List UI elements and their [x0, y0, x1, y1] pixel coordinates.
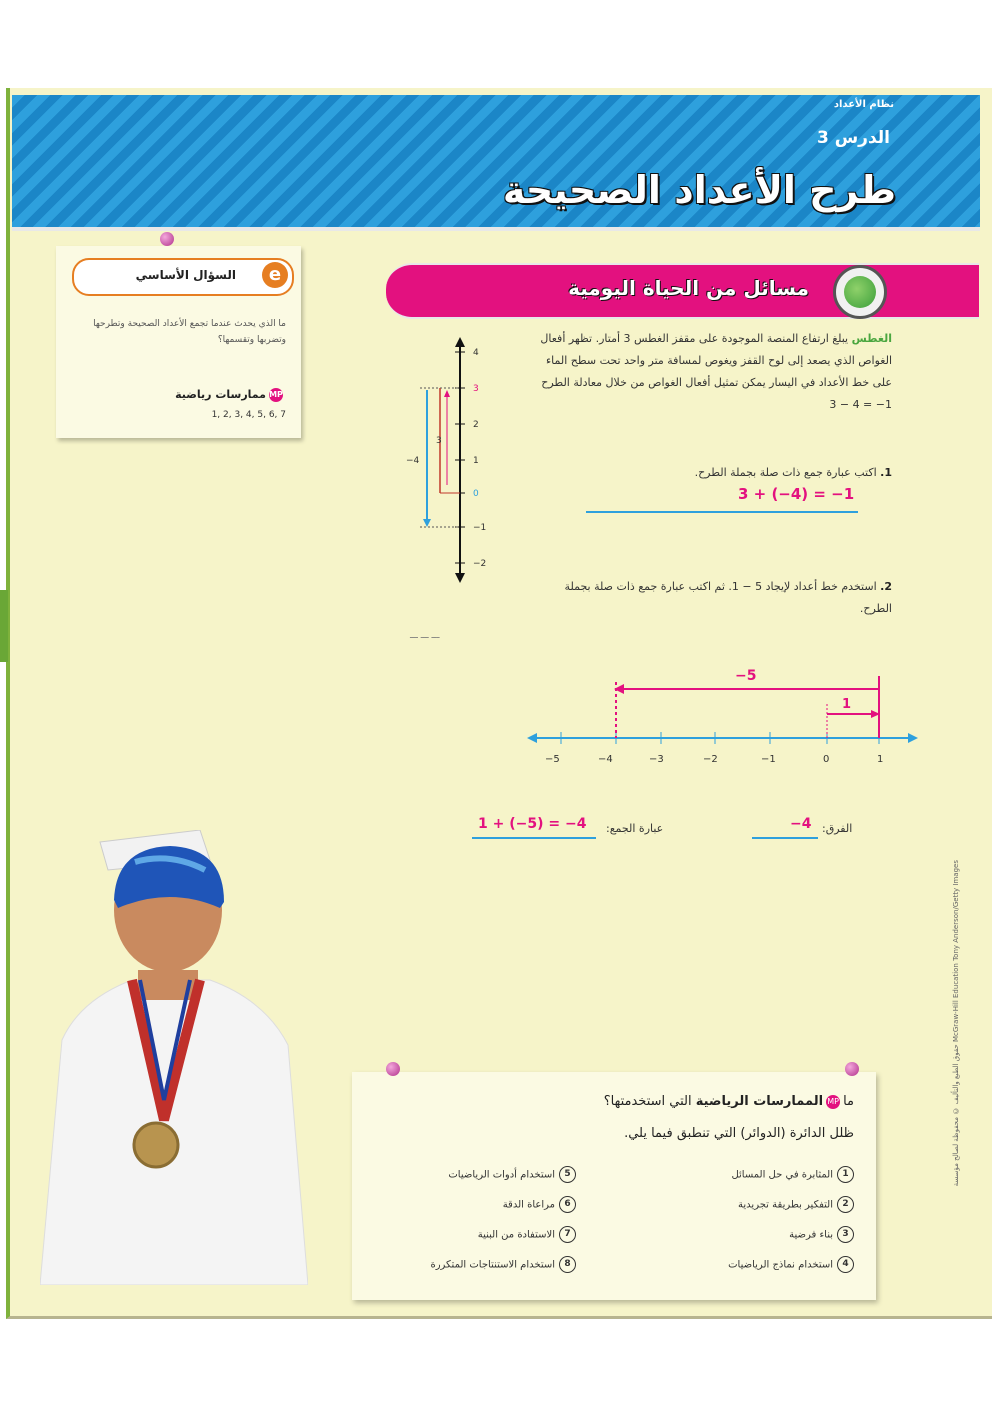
math-practices-icon: MP	[826, 1095, 840, 1109]
math-practices-icon: MP	[269, 388, 283, 402]
question-2: 2. استخدم خط أعداد لإيجاد 5 − 1. ثم اكتب عبارة جمع ذات صلة بجملة الطرح.	[564, 580, 892, 615]
addition-value: 1 + (−5) = −4	[478, 816, 587, 832]
v-tick-label: 3	[473, 384, 479, 394]
h-tick-label: −2	[703, 754, 718, 765]
difference-line	[752, 837, 818, 839]
math-practices-numbers: 1, 2, 3, 4, 5, 6, 7	[211, 410, 286, 420]
truncated-text: ـــ ـــ ـــ	[410, 631, 440, 641]
practices-instruction: ظلل الدائرة (الدوائر) التي تنطبق فيما يلي.	[624, 1126, 854, 1141]
chapter-label: نظام الأعداد	[833, 99, 894, 110]
addition-label: عبارة الجمع:	[606, 822, 664, 835]
h-tick-label: −3	[649, 754, 664, 765]
h-tick-label: 0	[823, 754, 830, 765]
lesson-number: الدرس 3	[816, 128, 890, 148]
edge-strip	[0, 590, 8, 662]
practices-question: ماMPالممارسات الرياضية التي استخدمتها؟	[603, 1094, 854, 1109]
essential-question-bar	[72, 258, 294, 296]
practice-option[interactable]: 3بناء فرضية	[789, 1226, 854, 1243]
v-tick-label: 1	[473, 456, 479, 466]
practice-option[interactable]: 5استخدام أدوات الرياضيات	[448, 1166, 576, 1183]
v-label-3: 3	[436, 436, 442, 446]
difference-value: −4	[790, 816, 812, 832]
copyright-credit: حقوق الطبع والتأليف © محفوظة لصالح مؤسسة McGraw-Hill Education Tony Anderson/Getty Images	[952, 860, 960, 1187]
addition-line	[472, 837, 596, 839]
horizontal-number-line	[525, 662, 920, 772]
h-label-neg5: −5	[735, 668, 757, 684]
answer-1: 3 + (−4) = −1	[738, 485, 855, 503]
practice-option[interactable]: 4استخدام نماذج الرياضيات	[728, 1256, 854, 1273]
h-tick-label: 1	[877, 754, 884, 765]
h-tick-label: −1	[761, 754, 776, 765]
globe-icon	[833, 265, 887, 319]
v-tick-label: 0	[473, 489, 479, 499]
v-tick-label: 4	[473, 348, 479, 358]
intro-paragraph	[540, 328, 892, 416]
answer-1-line	[586, 511, 858, 513]
h-tick-label: −4	[598, 754, 613, 765]
h-tick-label: −5	[545, 754, 560, 765]
vertical-number-line	[400, 335, 500, 585]
essential-question-icon: e	[262, 262, 288, 288]
h-label-1: 1	[842, 697, 852, 712]
practice-option[interactable]: 7الاستفادة من البنية	[478, 1226, 576, 1243]
real-world-banner	[386, 263, 979, 319]
difference-label: الفرق:	[822, 822, 853, 835]
practice-option[interactable]: 6مراعاة الدقة	[503, 1196, 576, 1213]
essential-question-label: السؤال الأساسي	[135, 268, 236, 282]
page-title: طرح الأعداد الصحيحة	[502, 168, 896, 212]
v-tick-label: −2	[473, 559, 487, 569]
swimmer-photo	[40, 830, 308, 1285]
pin-icon	[160, 232, 174, 246]
question-1: 1. اكتب عبارة جمع ذات صلة بجملة الطرح.	[694, 466, 892, 479]
pin-icon	[386, 1062, 400, 1076]
v-tick-label: 2	[473, 420, 479, 430]
banner-title: مسائل من الحياة اليومية	[568, 276, 809, 300]
math-practices-label: MPممارسات رياضية	[175, 388, 283, 401]
pin-icon	[845, 1062, 859, 1076]
practice-option[interactable]: 2التفكير بطريقة تجريدية	[738, 1196, 854, 1213]
v-tick-label: −1	[473, 523, 487, 533]
intro-keyword: الغطس	[851, 332, 892, 345]
intro-text: يبلغ ارتفاع المنصة الموجودة على مقفز الغطس 3 أمتار. تظهر أفعال الغواص الذي يصعد إلى لوح القفز ويغوص لمسافة متر واحد تحت سطح الماء على خط الأعداد في اليسار يمكن تمثيل أفعال الغواص من خلال معادلة الطرح 1− = 4 − 3	[540, 332, 892, 411]
practice-option[interactable]: 8استخدام الاستنتاجات المتكررة	[430, 1256, 576, 1273]
v-label-neg4: −4	[406, 456, 420, 466]
essential-question-text: ما الذي يحدث عندما تجمع الأعداد الصحيحة وتطرحها وتضربها وتقسمها؟	[93, 319, 286, 345]
practice-option[interactable]: 1المثابرة في حل المسائل	[731, 1166, 854, 1183]
